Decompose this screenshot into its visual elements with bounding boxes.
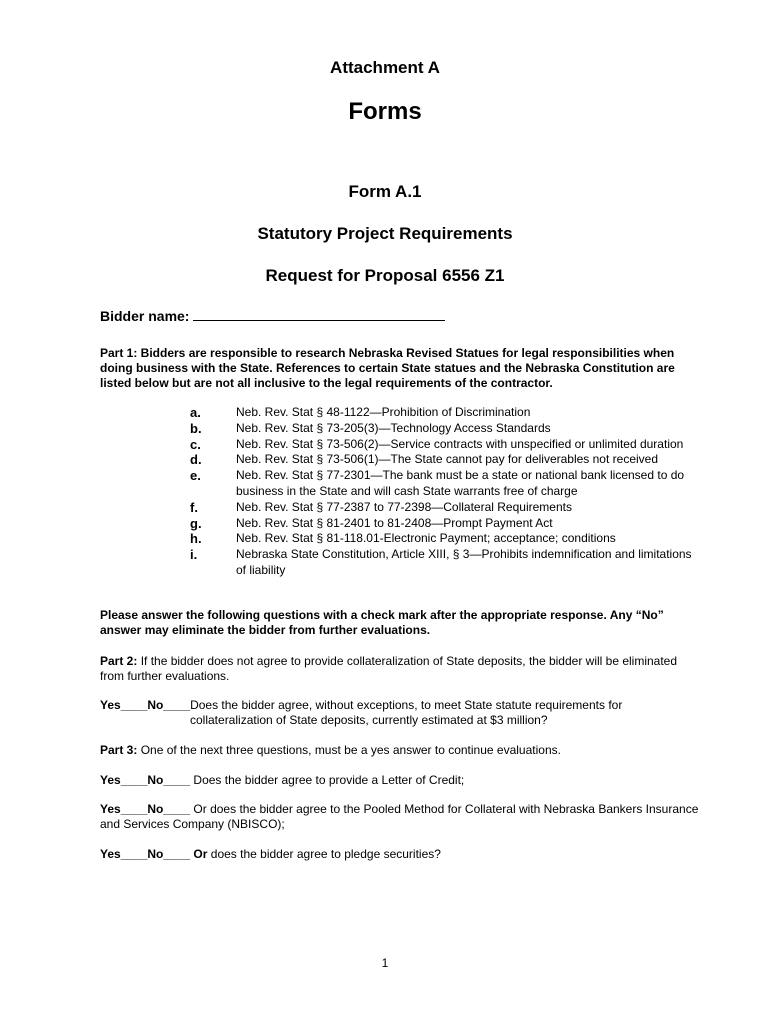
statute-text: Neb. Rev. Stat § 48-1122—Prohibition of Discrimination bbox=[236, 405, 531, 419]
statute-text: Neb. Rev. Stat § 77-2301—The bank must be a state or national bank licensed to do business in the State and will cash State warrants free of charge bbox=[236, 468, 685, 498]
rfp-title: Request for Proposal 6556 Z1 bbox=[265, 266, 505, 285]
statute-letter: f. bbox=[190, 499, 198, 515]
form-number: Form A.1 bbox=[348, 182, 422, 201]
statute-item bbox=[190, 516, 700, 532]
statute-item bbox=[190, 452, 700, 468]
question-pledge-securities-text: does the bidder agree to pledge securities? bbox=[210, 847, 441, 861]
statute-item bbox=[190, 468, 700, 500]
statute-item bbox=[190, 500, 700, 516]
page-number: 1 bbox=[381, 956, 389, 970]
statute-letter: b. bbox=[190, 420, 202, 436]
statute-text: Neb. Rev. Stat § 73-506(1)—The State cannot pay for deliverables not received bbox=[236, 452, 659, 467]
yes-no-blanks[interactable]: Yes____No____ bbox=[100, 847, 191, 861]
statute-item bbox=[190, 405, 700, 421]
part3-paragraph bbox=[100, 743, 700, 758]
statute-text: Neb. Rev. Stat § 81-2401 to 81-2408—Prompt Payment Act bbox=[236, 515, 553, 530]
part2-label: Part 2: bbox=[100, 654, 138, 668]
question-letter-of-credit[interactable] bbox=[100, 773, 700, 788]
statute-letter: h. bbox=[190, 531, 202, 547]
question-pooled-method-text: Or does the bidder agree to the Pooled Method for Collateral with Nebraska Bankers Insurance and Services Company (NBISCO); bbox=[100, 802, 699, 831]
statute-text: Neb. Rev. Stat § 73-506(2)—Service contracts with unspecified or unlimited duration bbox=[236, 436, 684, 451]
statute-text: Neb. Rev. Stat § 77-2387 to 77-2398—Collateral Requirements bbox=[236, 499, 572, 514]
part3-text: One of the next three questions, must be a yes answer to continue evaluations. bbox=[140, 743, 561, 757]
statute-list bbox=[190, 405, 700, 579]
statute-item bbox=[190, 531, 700, 547]
statute-text: Neb. Rev. Stat § 73-205(3)—Technology Access Standards bbox=[236, 420, 551, 435]
statute-letter: g. bbox=[190, 515, 202, 531]
statute-letter: d. bbox=[190, 452, 202, 468]
statute-letter: e. bbox=[190, 468, 201, 484]
form-subtitle: Statutory Project Requirements bbox=[257, 224, 513, 243]
statute-item bbox=[190, 547, 700, 579]
question-pledge-or: Or bbox=[193, 847, 208, 861]
statute-letter: a. bbox=[190, 405, 201, 420]
statute-letter: c. bbox=[190, 436, 201, 452]
bidder-name-field[interactable] bbox=[100, 308, 445, 324]
attachment-title: Attachment A bbox=[330, 58, 440, 77]
part2-paragraph bbox=[100, 654, 700, 684]
forms-title: Forms bbox=[348, 98, 422, 125]
statute-text: Nebraska State Constitution, Article XIII, § 3—Prohibits indemnification and limitations of liability bbox=[236, 547, 692, 577]
part1-text: Part 1: Bidders are responsible to research Nebraska Revised Statues for legal responsibilities when doing business with the State. References to certain State statues and the Nebraska Constitution are listed below but are not all inclusive to the legal requirements of the contractor. bbox=[100, 346, 675, 390]
bidder-name-label: Bidder name: bbox=[100, 308, 190, 324]
bidder-name-blank[interactable] bbox=[193, 309, 445, 321]
statute-item bbox=[190, 437, 700, 453]
question-pooled-method[interactable] bbox=[100, 802, 700, 832]
question-letter-of-credit-text: Does the bidder agree to provide a Letter of Credit; bbox=[193, 773, 465, 787]
yes-no-blanks[interactable]: Yes____No____ bbox=[100, 698, 191, 712]
yes-no-blanks[interactable]: Yes____No____ bbox=[100, 802, 191, 816]
statute-item bbox=[190, 421, 700, 437]
statute-letter: i. bbox=[190, 547, 198, 563]
part2-text: If the bidder does not agree to provide collateralization of State deposits, the bidder will be eliminated from further evaluations. bbox=[100, 654, 678, 683]
question-collateral[interactable] bbox=[100, 698, 700, 728]
statute-text: Neb. Rev. Stat § 81-118.01-Electronic Payment; acceptance; conditions bbox=[236, 531, 616, 546]
yes-no-blanks[interactable]: Yes____No____ bbox=[100, 773, 191, 787]
question-collateral-line1: Does the bidder agree, without exceptions, to meet State statute requirements for bbox=[190, 698, 623, 712]
instructions: Please answer the following questions with a check mark after the appropriate response. Any “No” answer may eliminate the bidder from further evaluations. bbox=[100, 608, 664, 637]
part3-label: Part 3: bbox=[100, 743, 138, 757]
question-pledge-securities[interactable] bbox=[100, 847, 700, 862]
question-collateral-line2: collateralization of State deposits, currently estimated at $3 million? bbox=[190, 713, 548, 727]
